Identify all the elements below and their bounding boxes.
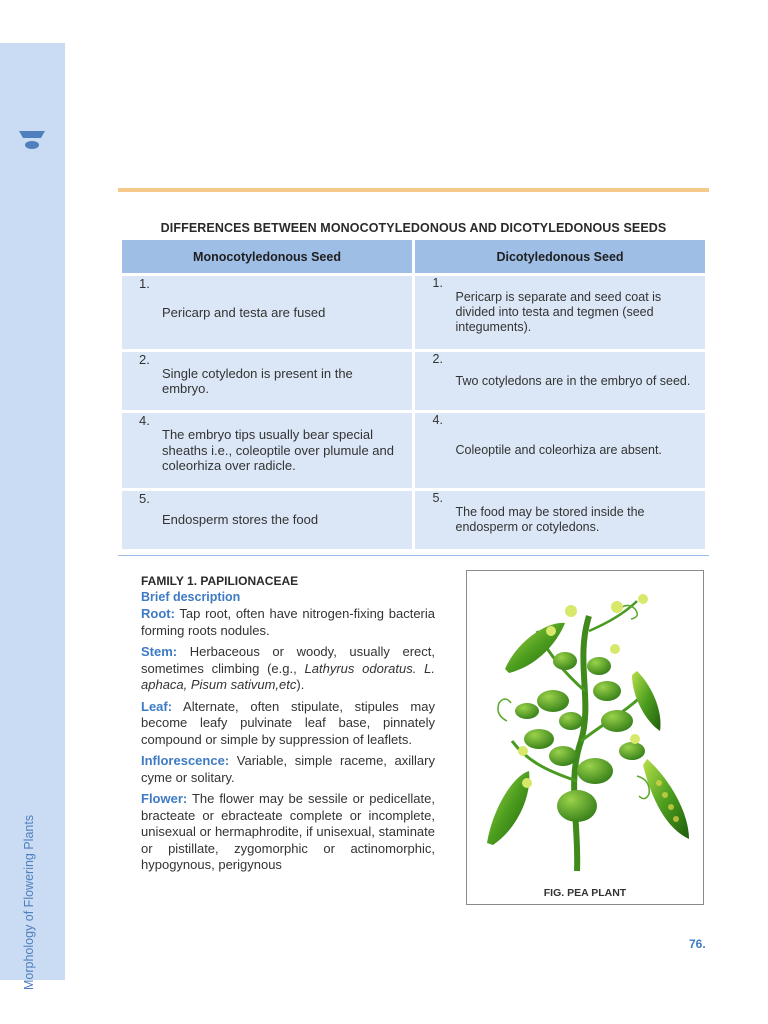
item-number: 2. <box>139 352 150 367</box>
family-subtitle: Brief description <box>141 590 241 604</box>
stem-examples: Lathyrus odoratus. L. aphaca, Pisum sativum,etc <box>141 660 435 692</box>
cell-text: Endosperm stores the food <box>162 512 319 528</box>
flower-label: Flower: <box>141 791 188 806</box>
sidebar <box>0 43 65 990</box>
root-label: Root: <box>141 606 175 621</box>
cell-text: Two cotyledons are in the embryo of seed. <box>455 373 691 388</box>
table-row <box>122 276 705 349</box>
table-cell-monocot <box>122 276 412 349</box>
family-title: FAMILY 1. PAPILIONACEAE <box>141 574 299 588</box>
item-number: 4. <box>139 413 150 428</box>
inflorescence-label: Inflorescence: <box>141 753 230 768</box>
stem-text-end: ). <box>296 677 305 692</box>
pea-plant-illustration <box>467 571 703 881</box>
table-cell-dicot <box>415 276 706 349</box>
item-number: 2. <box>432 352 443 366</box>
table-title: DIFFERENCES BETWEEN MONOCOTYLEDONOUS AND DICOTYLEDONOUS SEEDS <box>160 221 667 235</box>
root-paragraph <box>141 606 435 639</box>
item-number: 5. <box>432 491 443 505</box>
item-number: 1. <box>139 276 150 291</box>
flower-text: The flower may be sessile or pedicellate, bracteate or ebracteate complete or incomplete, unisexual or hermaphrodite, if unisexual, staminate or pistillate, zygomorphic or actinomorphic, hypogynous, perigynous <box>141 791 435 872</box>
cell-text: Pericarp and testa are fused <box>162 304 326 320</box>
leaf-text: Alternate, often stipulate, stipules may become leafy pulvinate leaf base, pinnately compound or simple by suppression of leaflets. <box>141 698 435 747</box>
stem-label: Stem: <box>141 644 178 659</box>
table-row <box>122 352 705 410</box>
pea-plant-figure <box>466 570 704 905</box>
item-number: 5. <box>139 491 150 506</box>
leaf-label: Leaf: <box>141 698 173 714</box>
stem-text: Herbaceous or woody, usually erect, sometimes climbing (e.g., <box>141 644 435 676</box>
table-row <box>122 413 705 488</box>
cell-text: The embryo tips usually bear special sheaths i.e., coleoptile over plumule and coleorhiza over radicle. <box>162 427 394 474</box>
stem-paragraph <box>141 644 435 694</box>
family-description <box>141 574 435 874</box>
leaf-paragraph <box>141 699 435 749</box>
table-cell-monocot <box>122 352 412 410</box>
root-text: Tap root, often have nitrogen-fixing bacteria forming roots nodules. <box>141 606 435 638</box>
flower-paragraph <box>141 791 435 874</box>
header-monocot: Monocotyledonous Seed <box>122 240 412 273</box>
sidebar-vertical-title: Morphology of Flowering Plants <box>22 814 36 990</box>
table-row <box>122 491 705 549</box>
cell-text: The food may be stored inside the endosperm or cotyledons. <box>455 505 645 534</box>
logo-icon <box>18 129 46 151</box>
table-cell-dicot <box>415 491 706 549</box>
cell-text: Single cotyledon is present in the embryo. <box>162 365 353 396</box>
table-cell-dicot <box>415 352 706 410</box>
table-cell-dicot <box>415 413 706 488</box>
figure-caption: FIG. PEA PLANT <box>543 887 627 899</box>
table-cell-monocot <box>122 413 412 488</box>
item-number: 1. <box>432 276 443 290</box>
item-number: 4. <box>432 413 443 427</box>
table-bottom-rule <box>118 555 709 556</box>
inflorescence-paragraph <box>141 753 435 786</box>
section-divider <box>118 188 709 192</box>
table-header-row <box>122 240 705 273</box>
comparison-table <box>122 240 705 549</box>
page-number: 76. <box>689 937 706 951</box>
cell-text: Coleoptile and coleorhiza are absent. <box>455 443 662 457</box>
inflorescence-text: Variable, simple raceme, axillary cyme or solitary. <box>141 753 435 785</box>
table-cell-monocot <box>122 491 412 549</box>
header-dicot: Dicotyledonous Seed <box>415 240 705 273</box>
cell-text: Pericarp is separate and seed coat is divided into testa and tegmen (seed integuments). <box>455 290 662 334</box>
